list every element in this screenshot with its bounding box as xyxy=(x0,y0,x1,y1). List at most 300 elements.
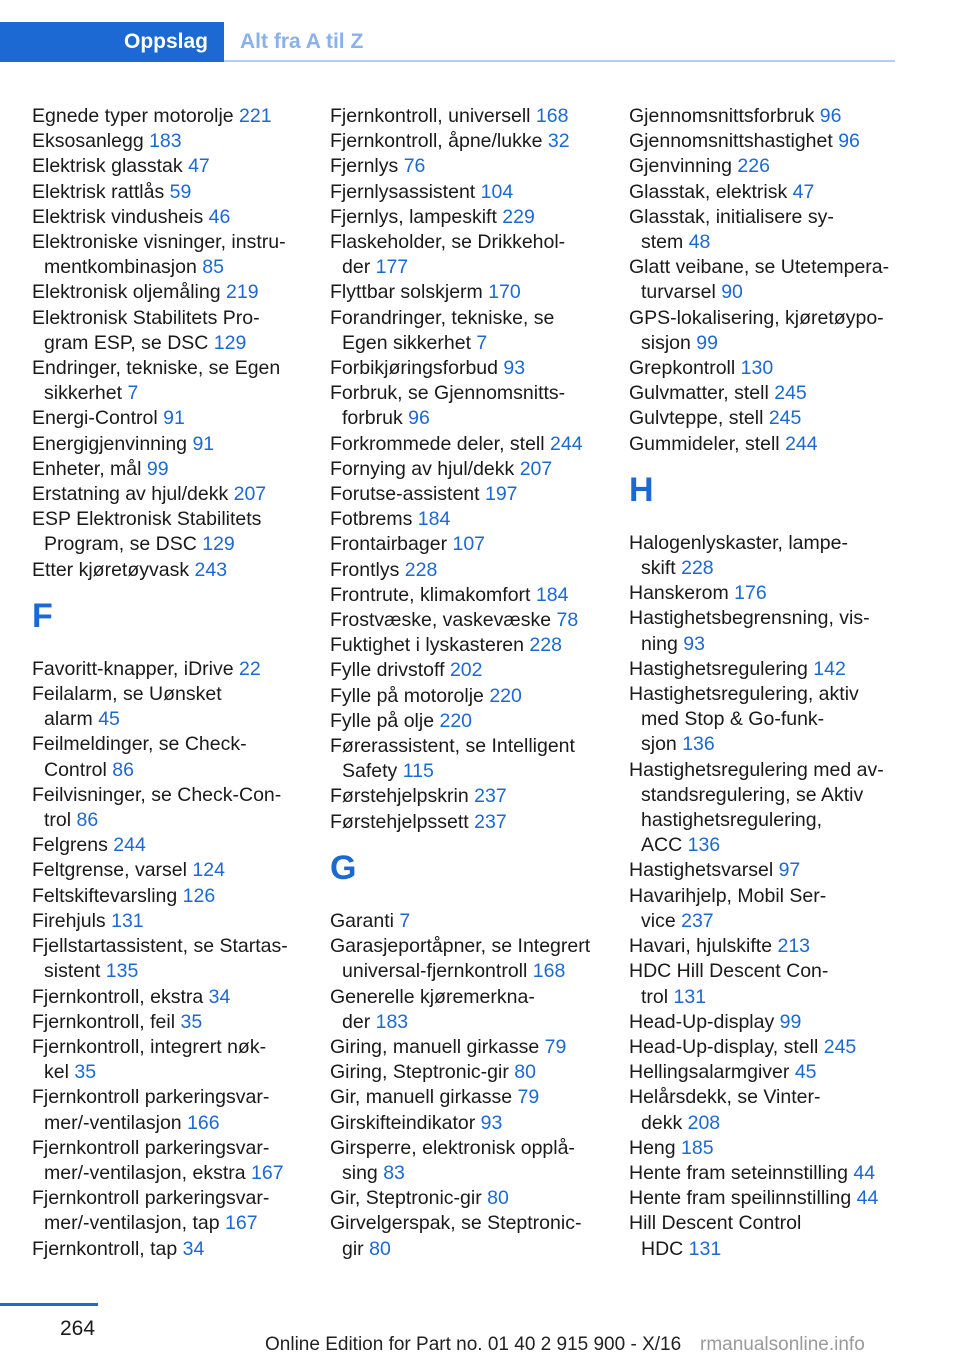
entry-text: Gir, Steptronic-gir xyxy=(330,1187,488,1210)
index-entry xyxy=(330,1085,620,1110)
page-link[interactable]: 93 xyxy=(503,357,526,380)
page-link[interactable]: 124 xyxy=(192,859,225,882)
entry-text: Hill Descent Control xyxy=(629,1212,802,1235)
page-link[interactable]: 220 xyxy=(439,709,473,732)
page-link[interactable]: 96 xyxy=(408,407,430,430)
index-entry xyxy=(32,129,322,154)
index-entry xyxy=(629,180,919,205)
page-link[interactable]: 221 xyxy=(239,105,272,127)
entry-text: gram ESP, se DSC xyxy=(44,331,214,354)
index-entry xyxy=(629,205,919,255)
index-entry xyxy=(330,381,620,431)
index-entry xyxy=(629,104,919,129)
page-link[interactable]: 228 xyxy=(681,557,714,580)
entry-text: Hellingsalarmgiver xyxy=(629,1061,795,1084)
page-link[interactable]: 126 xyxy=(182,884,216,907)
page-link[interactable]: 80 xyxy=(369,1237,391,1260)
entry-text: Grepkontroll xyxy=(629,357,741,380)
section-letter: F xyxy=(32,596,53,635)
index-entry xyxy=(629,129,919,154)
index-column-3 xyxy=(629,104,919,1262)
entry-text: Flaskeholder, se Drikkehol- xyxy=(330,231,566,254)
page-link[interactable]: 45 xyxy=(98,708,120,731)
index-entry xyxy=(629,531,919,581)
section-letter: G xyxy=(330,848,357,887)
entry-text: Hastighetsregulering xyxy=(629,657,814,680)
entry-text: Firehjuls xyxy=(32,909,112,932)
page-link[interactable]: 177 xyxy=(375,256,409,279)
entry-text: Førerassistent, se Intelligent xyxy=(330,735,575,758)
index-entry xyxy=(330,909,620,934)
entry-text: Halogenlyskaster, lampe- xyxy=(629,531,848,554)
index-entry xyxy=(629,606,919,656)
page-link[interactable]: 130 xyxy=(740,357,774,380)
page-link[interactable]: 219 xyxy=(226,281,259,304)
page-link[interactable]: 197 xyxy=(484,483,518,506)
entry-text: der xyxy=(342,1010,376,1033)
index-entry xyxy=(629,1035,919,1060)
entry-text: Forutse-assistent xyxy=(330,483,485,506)
index-entry xyxy=(330,558,620,583)
entry-text: Glasstak, elektrisk xyxy=(629,180,793,203)
index-entry xyxy=(32,833,322,858)
index-entry xyxy=(629,657,919,682)
index-entry xyxy=(629,1186,919,1211)
index-entry xyxy=(330,734,620,784)
page-link[interactable]: 7 xyxy=(127,382,139,405)
entry-text: Control xyxy=(44,758,113,781)
index-entry xyxy=(32,432,322,457)
index-entry xyxy=(330,306,620,356)
page-link[interactable]: 213 xyxy=(777,935,811,958)
entry-text: sistent xyxy=(44,960,106,983)
index-entry xyxy=(330,684,620,709)
entry-text: Hastighetsregulering med av- xyxy=(629,758,884,781)
entry-text: Fjernlysassistent xyxy=(330,180,481,203)
tab-alt-fra-a-til-z[interactable]: Alt fra A til Z xyxy=(240,30,364,53)
entry-text: forbruk xyxy=(342,407,409,430)
page-link[interactable]: 183 xyxy=(149,130,182,153)
index-entry xyxy=(330,934,620,984)
index-entry xyxy=(629,884,919,934)
page-link[interactable]: 59 xyxy=(169,180,192,203)
index-entry xyxy=(32,104,322,129)
entry-text: ESP Elektronisk Stabilitets xyxy=(32,508,262,531)
entry-text: Elektrisk vindusheis xyxy=(32,205,209,228)
tab-oppslag[interactable]: Oppslag xyxy=(0,22,224,62)
page-link[interactable]: 91 xyxy=(163,407,185,430)
page-link[interactable]: 245 xyxy=(768,407,802,430)
page-link[interactable]: 35 xyxy=(74,1061,97,1084)
index-entry xyxy=(32,657,322,682)
index-entry xyxy=(32,682,322,732)
index-entry xyxy=(32,1136,322,1186)
page-link[interactable]: 34 xyxy=(182,1237,205,1260)
page-link[interactable]: 185 xyxy=(681,1136,714,1159)
index-entry xyxy=(32,858,322,883)
entry-text: Giring, Steptronic-gir xyxy=(330,1061,515,1084)
entry-text: Førstehjelpssett xyxy=(330,810,475,833)
entry-text: Elektrisk rattlås xyxy=(32,180,170,203)
page-link[interactable]: 32 xyxy=(547,130,570,153)
index-entry xyxy=(32,1010,322,1035)
entry-text: Gir, manuell girkasse xyxy=(330,1086,518,1109)
entry-text: Fylle på olje xyxy=(330,709,440,732)
index-entry xyxy=(330,280,620,305)
index-entry xyxy=(32,306,322,356)
page-link[interactable]: 207 xyxy=(519,457,553,480)
entry-text: sing xyxy=(342,1161,384,1184)
entry-text: Eksosanlegg xyxy=(32,130,150,153)
index-entry xyxy=(330,1136,620,1186)
index-entry xyxy=(330,1186,620,1211)
entry-text: Hente fram speilinnstilling xyxy=(629,1187,857,1210)
index-entry xyxy=(330,205,620,230)
page-link[interactable]: 96 xyxy=(819,105,842,127)
entry-text: Glatt veibane, se Utetempera- xyxy=(629,256,890,279)
page-link[interactable]: 142 xyxy=(813,657,846,680)
section-letter: H xyxy=(629,470,654,509)
page-link[interactable]: 44 xyxy=(856,1187,879,1210)
entry-text: turvarsel xyxy=(641,281,722,304)
index-entry xyxy=(629,858,919,883)
page-link[interactable]: 107 xyxy=(452,533,486,556)
index-entry xyxy=(629,381,919,406)
page-link[interactable]: 220 xyxy=(489,684,522,707)
entry-text: Erstatning av hjul/dekk xyxy=(32,483,234,506)
entry-text: Fjernkontroll, universell xyxy=(330,105,536,127)
entry-text: Hanskerom xyxy=(629,582,735,605)
page-link[interactable]: 245 xyxy=(774,382,807,405)
page-link[interactable]: 90 xyxy=(721,281,743,304)
index-entry xyxy=(32,934,322,984)
index-entry xyxy=(32,507,322,557)
index-entry xyxy=(330,180,620,205)
page-link[interactable]: 83 xyxy=(383,1161,405,1184)
entry-text: Førstehjelpskrin xyxy=(330,785,475,808)
entry-text: Fylle drivstoff xyxy=(330,659,450,682)
index-entry xyxy=(330,658,620,683)
entry-text: Gjennomsnittshastighet xyxy=(629,130,839,153)
index-entry xyxy=(629,758,919,859)
entry-text: mer/-ventilasjon, tap xyxy=(44,1212,225,1235)
page-link[interactable]: 202 xyxy=(449,659,483,682)
index-entry xyxy=(629,1060,919,1085)
page-link[interactable]: 176 xyxy=(734,582,767,605)
edition-note: Online Edition for Part no. 01 40 2 915 900 - X/16 xyxy=(265,1334,682,1355)
page-link[interactable]: 168 xyxy=(535,105,569,127)
index-entry xyxy=(330,583,620,608)
index-entry xyxy=(629,1136,919,1161)
entry-text: Gjenvinning xyxy=(629,155,738,178)
page-link[interactable]: 85 xyxy=(202,256,224,279)
page-link[interactable]: 244 xyxy=(785,432,818,455)
page-link[interactable]: 207 xyxy=(233,483,267,506)
index-entry xyxy=(32,909,322,934)
entry-text: Feilmeldinger, se Check- xyxy=(32,733,247,756)
entry-text: sjon xyxy=(641,733,683,756)
page-link[interactable]: 237 xyxy=(474,810,507,833)
index-column-2 xyxy=(330,104,620,1262)
page-link[interactable]: 104 xyxy=(480,180,514,203)
index-entry xyxy=(32,1085,322,1135)
page-link[interactable]: 99 xyxy=(146,457,169,480)
page-link[interactable]: 237 xyxy=(681,909,714,932)
page-link[interactable]: 131 xyxy=(111,909,144,932)
index-entry xyxy=(330,709,620,734)
page-link[interactable]: 99 xyxy=(779,1010,802,1033)
index-entry xyxy=(32,356,322,406)
index-entry xyxy=(32,1035,322,1085)
page-link[interactable]: 44 xyxy=(853,1161,876,1184)
page-link[interactable]: 97 xyxy=(778,859,801,882)
header-divider xyxy=(224,60,895,62)
index-entry xyxy=(32,180,322,205)
index-entry xyxy=(330,154,620,179)
entry-text: Girsperre, elektronisk opplå- xyxy=(330,1136,575,1159)
index-entry xyxy=(32,985,322,1010)
page-link[interactable]: 91 xyxy=(192,432,215,455)
entry-text: Fjernkontroll, ekstra xyxy=(32,985,209,1008)
page-link[interactable]: 99 xyxy=(696,331,718,354)
page-link[interactable]: 48 xyxy=(688,231,711,254)
index-entry xyxy=(629,959,919,1009)
entry-text: Energigjenvinning xyxy=(32,432,193,455)
index-entry xyxy=(330,129,620,154)
entry-text: der xyxy=(342,256,376,279)
entry-text: Elektronisk oljemåling xyxy=(32,281,227,304)
page-link[interactable]: 226 xyxy=(737,155,770,178)
entry-text: Gulvteppe, stell xyxy=(629,407,769,430)
footer-divider xyxy=(0,1303,98,1306)
entry-text: trol xyxy=(44,809,77,832)
page-link[interactable]: 131 xyxy=(688,1237,722,1260)
index-entry xyxy=(330,1211,620,1261)
entry-text: dekk xyxy=(641,1111,688,1134)
page-link[interactable]: 168 xyxy=(532,960,566,983)
entry-text: hastighetsregulering, xyxy=(641,809,823,832)
entry-text: Program, se DSC xyxy=(44,533,203,556)
entry-text: Forbikjøringsforbud xyxy=(330,357,504,380)
index-entry xyxy=(330,985,620,1035)
page-link[interactable]: 79 xyxy=(544,1035,567,1058)
entry-text: Favoritt-knapper, iDrive xyxy=(32,657,239,680)
index-entry xyxy=(330,810,620,835)
entry-text: Forandringer, tekniske, se xyxy=(330,306,555,329)
page-link[interactable]: 80 xyxy=(487,1187,509,1210)
entry-text: gir xyxy=(342,1237,370,1260)
index-entry xyxy=(330,507,620,532)
page-link[interactable]: 244 xyxy=(113,834,146,857)
page-link[interactable]: 35 xyxy=(180,1010,203,1033)
index-entry xyxy=(32,482,322,507)
entry-text: Safety xyxy=(342,760,403,783)
entry-text: sisjon xyxy=(641,331,697,354)
page-link[interactable]: 47 xyxy=(188,155,210,178)
index-entry xyxy=(32,1186,322,1236)
index-entry xyxy=(629,154,919,179)
entry-text: standsregulering, se Aktiv xyxy=(641,783,864,806)
entry-text: sikkerhet xyxy=(44,382,128,405)
entry-text: Fjernkontroll parkeringsvar- xyxy=(32,1086,270,1109)
entry-text: Feltskiftevarsling xyxy=(32,884,183,907)
page-link[interactable]: 93 xyxy=(480,1111,503,1134)
index-entry xyxy=(629,934,919,959)
entry-text: Girvelgerspak, se Steptronic- xyxy=(330,1212,582,1235)
entry-text: Elektronisk Stabilitets Pro- xyxy=(32,306,260,329)
entry-text: Fjernkontroll parkeringsvar- xyxy=(32,1136,270,1159)
header-bar xyxy=(0,22,895,62)
entry-text: trol xyxy=(641,985,674,1008)
page-link[interactable]: 96 xyxy=(838,130,860,153)
entry-text: ACC xyxy=(641,834,688,857)
index-entry xyxy=(330,608,620,633)
entry-text: Flyttbar solskjerm xyxy=(330,281,489,304)
page-link[interactable]: 166 xyxy=(187,1111,220,1134)
entry-text: Head-Up-display xyxy=(629,1010,780,1033)
page-link[interactable]: 184 xyxy=(535,583,569,606)
index-entry xyxy=(330,356,620,381)
index-entry xyxy=(330,230,620,280)
entry-text: Fotbrems xyxy=(330,508,418,531)
entry-text: Energi-Control xyxy=(32,407,164,430)
index-entry xyxy=(32,884,322,909)
entry-text: stem xyxy=(641,231,689,254)
entry-text: Fjernkontroll, tap xyxy=(32,1237,183,1260)
entry-text: Fjernkontroll parkeringsvar- xyxy=(32,1187,270,1210)
page-link[interactable]: 167 xyxy=(225,1212,258,1235)
entry-text: Helårsdekk, se Vinter- xyxy=(629,1086,821,1109)
page-link[interactable]: 76 xyxy=(403,155,426,178)
page-link[interactable]: 183 xyxy=(375,1010,409,1033)
page-link[interactable]: 136 xyxy=(687,834,721,857)
page-link[interactable]: 80 xyxy=(514,1061,536,1084)
page-link[interactable]: 237 xyxy=(474,785,507,808)
index-entry xyxy=(330,482,620,507)
page-link[interactable]: 228 xyxy=(404,558,438,581)
entry-text: Endringer, tekniske, se Egen xyxy=(32,357,281,380)
index-entry xyxy=(32,732,322,782)
entry-text: Head-Up-display, stell xyxy=(629,1035,824,1058)
entry-text: Felgrens xyxy=(32,834,114,857)
entry-text: mer/-ventilasjon xyxy=(44,1111,188,1134)
entry-text: alarm xyxy=(44,708,99,731)
page-link[interactable]: 244 xyxy=(550,432,583,455)
index-entry xyxy=(330,1060,620,1085)
page-link[interactable]: 7 xyxy=(476,331,488,354)
entry-text: med Stop & Go-funk- xyxy=(641,708,825,731)
index-entry xyxy=(32,205,322,230)
index-entry xyxy=(330,457,620,482)
entry-text: Gummideler, stell xyxy=(629,432,786,455)
index-entry xyxy=(629,682,919,758)
index-entry xyxy=(330,784,620,809)
entry-text: Glasstak, initialisere sy- xyxy=(629,205,834,228)
index-entry xyxy=(629,581,919,606)
entry-text: Hente fram seteinnstilling xyxy=(629,1161,854,1184)
page-link[interactable]: 243 xyxy=(194,558,228,581)
index-entry xyxy=(32,558,322,583)
entry-text: Enheter, mål xyxy=(32,457,147,480)
entry-text: Fjernkontroll, åpne/lukke xyxy=(330,130,548,153)
entry-text: Generelle kjøremerkna- xyxy=(330,985,535,1008)
page-link[interactable]: 86 xyxy=(112,758,134,781)
entry-text: Forbruk, se Gjennomsnitts- xyxy=(330,382,566,405)
entry-text: Egen sikkerhet xyxy=(342,331,477,354)
page-link[interactable]: 136 xyxy=(682,733,715,756)
index-entry xyxy=(32,406,322,431)
index-entry xyxy=(330,532,620,557)
page-link[interactable]: 79 xyxy=(517,1086,540,1109)
index-entry xyxy=(330,432,620,457)
index-entry xyxy=(32,154,322,179)
index-entry xyxy=(629,432,919,457)
page-link[interactable]: 129 xyxy=(213,331,247,354)
index-entry xyxy=(629,356,919,381)
index-entry xyxy=(32,783,322,833)
page-link[interactable]: 245 xyxy=(823,1035,857,1058)
entry-text: Fjernkontroll, integrert nøk- xyxy=(32,1035,267,1058)
page-link[interactable]: 115 xyxy=(402,760,434,783)
page-link[interactable]: 135 xyxy=(105,960,139,983)
index-column-1 xyxy=(32,104,322,1262)
entry-text: Fjellstartassistent, se Startas- xyxy=(32,935,288,958)
page-link[interactable]: 46 xyxy=(208,205,231,228)
entry-text: Fornying av hjul/dekk xyxy=(330,457,520,480)
page-link[interactable]: 229 xyxy=(502,205,535,228)
index-entry xyxy=(32,230,322,280)
entry-text: HDC Hill Descent Con- xyxy=(629,960,829,983)
page-link[interactable]: 22 xyxy=(239,657,261,680)
entry-text: Heng xyxy=(629,1136,682,1159)
entry-text: Frontairbager xyxy=(330,533,453,556)
page-link[interactable]: 170 xyxy=(488,281,521,304)
page-link[interactable]: 129 xyxy=(202,533,235,556)
entry-text: Garanti xyxy=(330,909,400,932)
entry-text: Fjernlys, lampeskift xyxy=(330,205,503,228)
entry-text: mer/-ventilasjon, ekstra xyxy=(44,1161,251,1184)
entry-text: vice xyxy=(641,909,682,932)
index-entry xyxy=(629,255,919,305)
page-link[interactable]: 7 xyxy=(399,909,411,932)
page-link[interactable]: 86 xyxy=(76,809,99,832)
page-link[interactable]: 167 xyxy=(251,1161,284,1184)
page-link[interactable]: 47 xyxy=(792,180,815,203)
page-link[interactable]: 93 xyxy=(683,632,705,655)
page-link[interactable]: 208 xyxy=(687,1111,721,1134)
page-link[interactable]: 34 xyxy=(208,985,231,1008)
index-entry xyxy=(629,1010,919,1035)
page-link[interactable]: 45 xyxy=(794,1061,817,1084)
page-link[interactable]: 131 xyxy=(673,985,707,1008)
entry-text: Feilalarm, se Uønsket xyxy=(32,683,222,706)
index-entry xyxy=(330,1035,620,1060)
entry-text: universal-fjernkontroll xyxy=(342,960,533,983)
page-link[interactable]: 78 xyxy=(556,609,579,632)
entry-text: kel xyxy=(44,1061,75,1084)
page-number: 264 xyxy=(60,1317,96,1340)
entry-text: Frontrute, klimakomfort xyxy=(330,583,536,606)
page-link[interactable]: 184 xyxy=(417,508,451,531)
page-link[interactable]: 228 xyxy=(529,634,562,657)
index-entry xyxy=(629,1161,919,1186)
entry-text: Fjernkontroll, feil xyxy=(32,1010,181,1033)
entry-text: Fjernlys xyxy=(330,155,404,178)
watermark: rmanualsonline.info xyxy=(700,1334,865,1355)
index-entry xyxy=(32,457,322,482)
index-entry xyxy=(330,633,620,658)
index-entry xyxy=(330,1111,620,1136)
